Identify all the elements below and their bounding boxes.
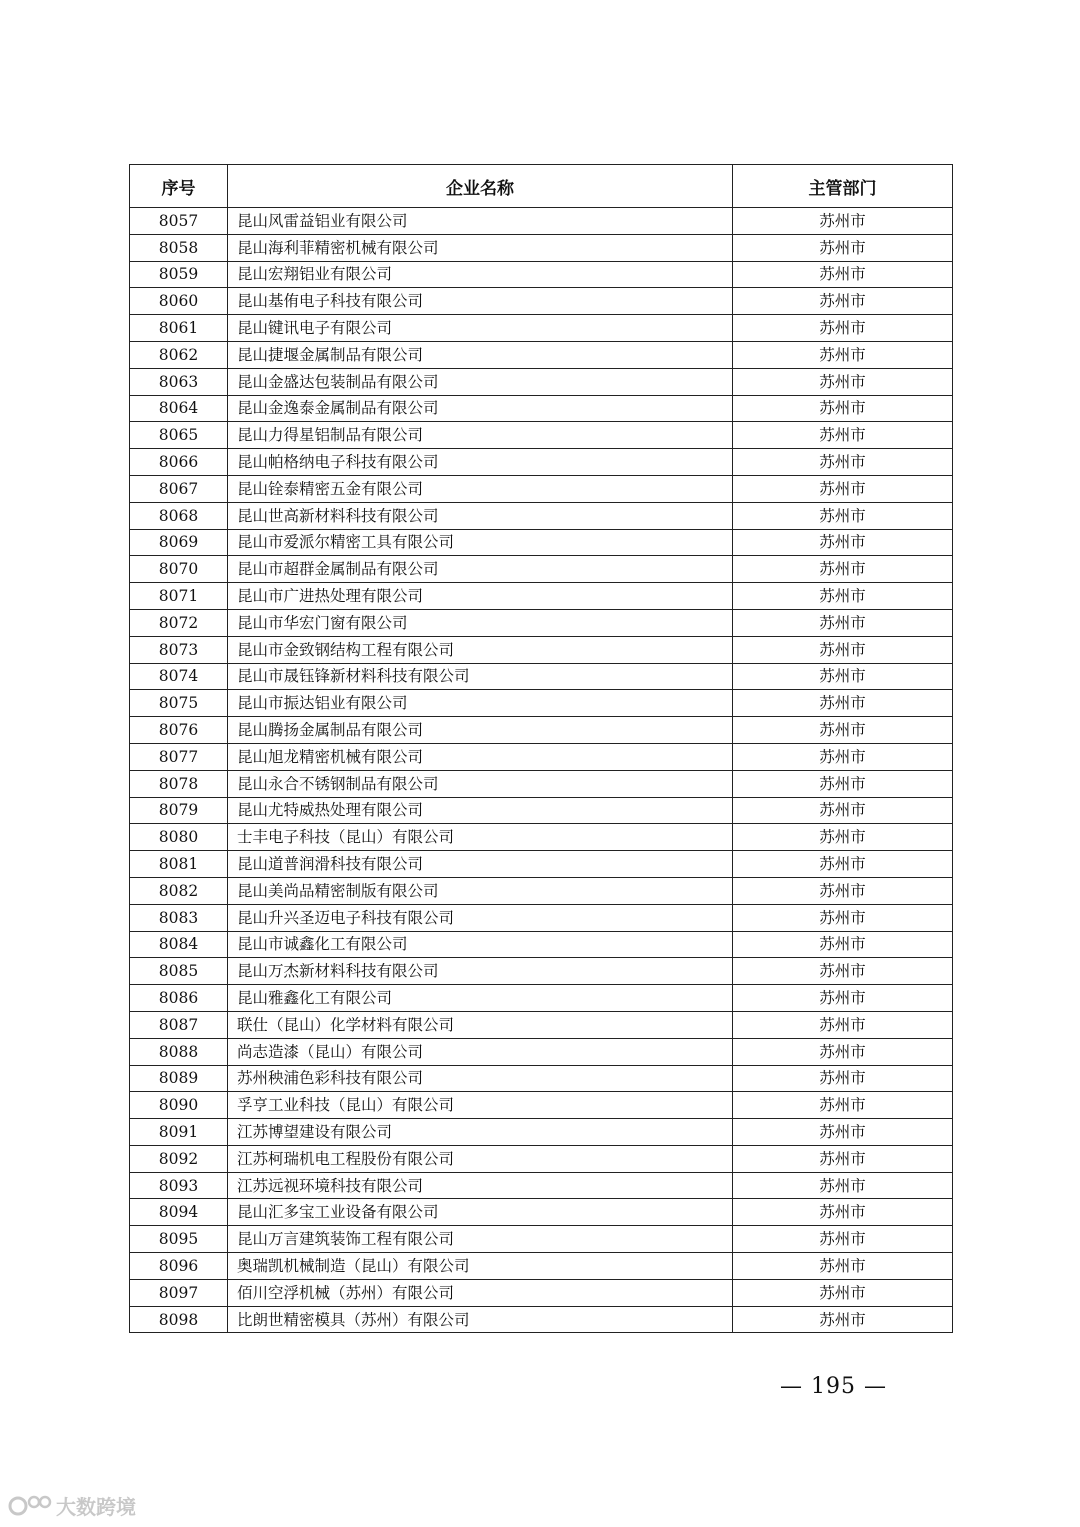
table-row — [130, 636, 953, 663]
watermark-text: 大数跨境 — [56, 1495, 136, 1519]
company-name: 昆山腾扬金属制品有限公司 — [228, 717, 733, 744]
table-row — [130, 475, 953, 502]
company-name: 昆山金逸泰金属制品有限公司 — [228, 395, 733, 422]
company-name: 昆山金盛达包装制品有限公司 — [228, 368, 733, 395]
department: 苏州市 — [733, 1199, 953, 1226]
row-index: 8092 — [130, 1145, 228, 1172]
department: 苏州市 — [733, 502, 953, 529]
table-row — [130, 958, 953, 985]
table-row — [130, 261, 953, 288]
department: 苏州市 — [733, 1145, 953, 1172]
department: 苏州市 — [733, 1279, 953, 1306]
department: 苏州市 — [733, 851, 953, 878]
department: 苏州市 — [733, 288, 953, 315]
department: 苏州市 — [733, 1306, 953, 1333]
company-name: 昆山世高新材料科技有限公司 — [228, 502, 733, 529]
company-name: 昆山万杰新材料科技有限公司 — [228, 958, 733, 985]
table-row — [130, 556, 953, 583]
table-row — [130, 1065, 953, 1092]
table-row — [130, 904, 953, 931]
company-name: 昆山旭龙精密机械有限公司 — [228, 743, 733, 770]
company-name: 昆山市爱派尔精密工具有限公司 — [228, 529, 733, 556]
enterprise-table — [129, 164, 953, 1333]
company-name: 江苏博望建设有限公司 — [228, 1119, 733, 1146]
row-index: 8068 — [130, 502, 228, 529]
department: 苏州市 — [733, 475, 953, 502]
company-name: 孚亨工业科技（昆山）有限公司 — [228, 1092, 733, 1119]
company-name: 昆山捷堰金属制品有限公司 — [228, 341, 733, 368]
company-name: 昆山升兴圣迈电子科技有限公司 — [228, 904, 733, 931]
table-row — [130, 341, 953, 368]
company-name: 昆山市广进热处理有限公司 — [228, 583, 733, 610]
row-index: 8074 — [130, 663, 228, 690]
table-header-row — [130, 165, 953, 208]
department: 苏州市 — [733, 717, 953, 744]
company-name: 昆山铨泰精密五金有限公司 — [228, 475, 733, 502]
watermark — [8, 1491, 136, 1520]
table-row — [130, 985, 953, 1012]
row-index: 8091 — [130, 1119, 228, 1146]
table-body — [130, 208, 953, 1333]
company-name: 昆山市晟钰锋新材料科技有限公司 — [228, 663, 733, 690]
department: 苏州市 — [733, 1011, 953, 1038]
table-row — [130, 583, 953, 610]
row-index: 8090 — [130, 1092, 228, 1119]
company-name: 江苏柯瑞机电工程股份有限公司 — [228, 1145, 733, 1172]
company-name: 尚志造漆（昆山）有限公司 — [228, 1038, 733, 1065]
department: 苏州市 — [733, 824, 953, 851]
table-row — [130, 368, 953, 395]
department: 苏州市 — [733, 985, 953, 1012]
row-index: 8088 — [130, 1038, 228, 1065]
table-row — [130, 422, 953, 449]
row-index: 8072 — [130, 609, 228, 636]
department: 苏州市 — [733, 1119, 953, 1146]
row-index: 8063 — [130, 368, 228, 395]
department: 苏州市 — [733, 449, 953, 476]
company-name: 联仕（昆山）化学材料有限公司 — [228, 1011, 733, 1038]
row-index: 8095 — [130, 1226, 228, 1253]
company-name: 苏州秧浦色彩科技有限公司 — [228, 1065, 733, 1092]
department: 苏州市 — [733, 315, 953, 342]
department: 苏州市 — [733, 1226, 953, 1253]
company-name: 昆山汇多宝工业设备有限公司 — [228, 1199, 733, 1226]
row-index: 8077 — [130, 743, 228, 770]
row-index: 8093 — [130, 1172, 228, 1199]
company-name: 比朗世精密模具（苏州）有限公司 — [228, 1306, 733, 1333]
table-row — [130, 1279, 953, 1306]
department: 苏州市 — [733, 1038, 953, 1065]
department: 苏州市 — [733, 529, 953, 556]
table-row — [130, 663, 953, 690]
table-row — [130, 1119, 953, 1146]
department: 苏州市 — [733, 931, 953, 958]
company-name: 昆山风雷益铝业有限公司 — [228, 208, 733, 235]
row-index: 8065 — [130, 422, 228, 449]
company-name: 昆山市金致钢结构工程有限公司 — [228, 636, 733, 663]
company-name: 昆山市超群金属制品有限公司 — [228, 556, 733, 583]
table-row — [130, 1226, 953, 1253]
table-row — [130, 1092, 953, 1119]
department: 苏州市 — [733, 690, 953, 717]
row-index: 8097 — [130, 1279, 228, 1306]
department: 苏州市 — [733, 636, 953, 663]
row-index: 8076 — [130, 717, 228, 744]
row-index: 8082 — [130, 877, 228, 904]
company-name: 佰川空浮机械（苏州）有限公司 — [228, 1279, 733, 1306]
table-row — [130, 770, 953, 797]
row-index: 8085 — [130, 958, 228, 985]
department: 苏州市 — [733, 422, 953, 449]
department: 苏州市 — [733, 234, 953, 261]
header-department: 主管部门 — [733, 165, 953, 208]
table-row — [130, 717, 953, 744]
department: 苏州市 — [733, 261, 953, 288]
department: 苏州市 — [733, 1065, 953, 1092]
department: 苏州市 — [733, 341, 953, 368]
company-name: 昆山市诚鑫化工有限公司 — [228, 931, 733, 958]
row-index: 8084 — [130, 931, 228, 958]
department: 苏州市 — [733, 743, 953, 770]
department: 苏州市 — [733, 904, 953, 931]
table-row — [130, 529, 953, 556]
department: 苏州市 — [733, 609, 953, 636]
logo-icon — [8, 1493, 52, 1519]
table-row — [130, 609, 953, 636]
table-row — [130, 1145, 953, 1172]
department: 苏州市 — [733, 395, 953, 422]
row-index: 8070 — [130, 556, 228, 583]
company-name: 江苏远视环境科技有限公司 — [228, 1172, 733, 1199]
table-row — [130, 1011, 953, 1038]
company-name: 昆山市振达铝业有限公司 — [228, 690, 733, 717]
header-index: 序号 — [130, 165, 228, 208]
company-name: 昆山基侑电子科技有限公司 — [228, 288, 733, 315]
row-index: 8081 — [130, 851, 228, 878]
table-row — [130, 931, 953, 958]
department: 苏州市 — [733, 958, 953, 985]
company-name: 昆山道普润滑科技有限公司 — [228, 851, 733, 878]
row-index: 8096 — [130, 1253, 228, 1280]
company-name: 昆山帕格纳电子科技有限公司 — [228, 449, 733, 476]
header-company-name: 企业名称 — [228, 165, 733, 208]
row-index: 8066 — [130, 449, 228, 476]
department: 苏州市 — [733, 1253, 953, 1280]
table-row — [130, 690, 953, 717]
department: 苏州市 — [733, 770, 953, 797]
company-name: 昆山雅鑫化工有限公司 — [228, 985, 733, 1012]
row-index: 8071 — [130, 583, 228, 610]
row-index: 8080 — [130, 824, 228, 851]
table-row — [130, 502, 953, 529]
company-name: 昆山美尚品精密制版有限公司 — [228, 877, 733, 904]
company-name: 昆山宏翔铝业有限公司 — [228, 261, 733, 288]
table-row — [130, 1253, 953, 1280]
row-index: 8067 — [130, 475, 228, 502]
department: 苏州市 — [733, 1172, 953, 1199]
table-row — [130, 449, 953, 476]
row-index: 8079 — [130, 797, 228, 824]
table-row — [130, 1199, 953, 1226]
row-index: 8069 — [130, 529, 228, 556]
company-name: 昆山尤特威热处理有限公司 — [228, 797, 733, 824]
table-row — [130, 851, 953, 878]
table-row — [130, 824, 953, 851]
company-name: 昆山力得星铝制品有限公司 — [228, 422, 733, 449]
row-index: 8064 — [130, 395, 228, 422]
department: 苏州市 — [733, 877, 953, 904]
row-index: 8061 — [130, 315, 228, 342]
row-index: 8086 — [130, 985, 228, 1012]
row-index: 8059 — [130, 261, 228, 288]
page-number: — 195 — — [780, 1374, 887, 1399]
row-index: 8098 — [130, 1306, 228, 1333]
department: 苏州市 — [733, 556, 953, 583]
row-index: 8078 — [130, 770, 228, 797]
table-row — [130, 234, 953, 261]
company-name: 昆山海利菲精密机械有限公司 — [228, 234, 733, 261]
table-row — [130, 208, 953, 235]
company-name: 昆山市华宏门窗有限公司 — [228, 609, 733, 636]
table-row — [130, 797, 953, 824]
company-name: 奥瑞凯机械制造（昆山）有限公司 — [228, 1253, 733, 1280]
row-index: 8073 — [130, 636, 228, 663]
row-index: 8062 — [130, 341, 228, 368]
company-name: 昆山万言建筑装饰工程有限公司 — [228, 1226, 733, 1253]
department: 苏州市 — [733, 368, 953, 395]
department: 苏州市 — [733, 797, 953, 824]
row-index: 8057 — [130, 208, 228, 235]
row-index: 8058 — [130, 234, 228, 261]
row-index: 8075 — [130, 690, 228, 717]
table-row — [130, 1172, 953, 1199]
department: 苏州市 — [733, 663, 953, 690]
table-row — [130, 315, 953, 342]
table-row — [130, 288, 953, 315]
company-name: 昆山永合不锈钢制品有限公司 — [228, 770, 733, 797]
department: 苏州市 — [733, 583, 953, 610]
table-row — [130, 395, 953, 422]
row-index: 8094 — [130, 1199, 228, 1226]
row-index: 8089 — [130, 1065, 228, 1092]
company-name: 士丰电子科技（昆山）有限公司 — [228, 824, 733, 851]
row-index: 8083 — [130, 904, 228, 931]
table-row — [130, 877, 953, 904]
table-row — [130, 1038, 953, 1065]
table-row — [130, 1306, 953, 1333]
department: 苏州市 — [733, 1092, 953, 1119]
department: 苏州市 — [733, 208, 953, 235]
row-index: 8087 — [130, 1011, 228, 1038]
row-index: 8060 — [130, 288, 228, 315]
company-name: 昆山键讯电子有限公司 — [228, 315, 733, 342]
table-row — [130, 743, 953, 770]
